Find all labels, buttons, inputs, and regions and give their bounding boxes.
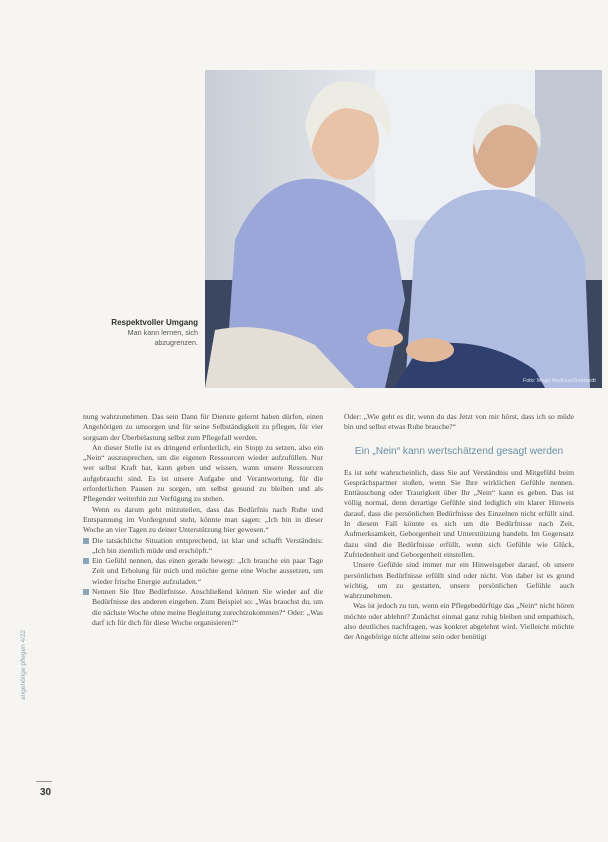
right-column bbox=[344, 412, 574, 643]
paragraph: Es ist sehr wahrscheinlich, dass Sie auf Verständnis und Mitgefühl beim Gesprächspartner stoßen, wenn Sie Ihre wirklichen Gefühle nennen. Enttäuschung oder Traurigkeit über Ihr „Nein“ kann es geben. Das ist völlig normal, denn derartige Gefühle sind lediglich ein klarer Hinweis darauf, dass die persönlichen Bedürfnisse des Einzelnen nicht erfüllt sind. In diesem Fall könnte es sich um die Bedürfnisse nach Zeit, Aufmerksamkeit, Geborgenheit und Unterstützung handeln. Im Gegensatz dazu sind die Bedürfnisse erfüllt, wenn sich Gefühle wie Glück, Zufriedenheit und Geborgenheit einstellen. bbox=[344, 467, 574, 559]
bullet-item: Nennen Sie Ihre Bedürfnisse. Anschließend können Sie wieder auf die Bedürfnisse des anderen eingehen. Zum Beispiel so: „Was brauchst du, um die nächste Woche ohne meine Begleitung zurechtzukommen?“ Oder: „Was darf ich für dich für diese Woche organisieren?“ bbox=[83, 587, 323, 628]
paragraph: Oder: „Wie geht es dir, wenn du das Jetzt von mir hörst, dass ich so müde bin und selbst etwas Ruhe brauche?“ bbox=[344, 412, 574, 432]
paragraph: Was ist jedoch zu tun, wenn ein Pflegebedürftige das „Nein“ nicht hören möchte oder ablehnt? Zunächst einmal ganz ruhig bleiben und empathisch, also deutliches nachfragen, was konkret abgelehnt wird. Vielleicht möchte der Angehörige nicht alleine sein oder benötigt bbox=[344, 601, 574, 642]
paragraph: Unsere Gefühle sind immer nur ein Hinweisgeber darauf, ob unsere persönlichen Bedürfnisse erfüllt sind oder nicht. Von daher ist es grund wichtig, um zu gestatten, unsere persönlichen Gefühle auch wahrzunehmen. bbox=[344, 560, 574, 601]
photo-caption bbox=[94, 318, 198, 348]
caption-title: Respektvoller Umgang bbox=[111, 318, 198, 327]
bullet-item: Ein Gefühl nennen, das einen gerade bewegt: „Ich brauche ein paar Tage Zeit und Erholung für mich und möchte gerne eine Woche aussetzen, um wieder frische Energie aufzuladen.“ bbox=[83, 556, 323, 587]
couple-photo-illustration bbox=[205, 70, 602, 388]
page-number: 30 bbox=[40, 787, 52, 798]
photo-credit: Foto: Mego Medicus/Gebhardt bbox=[523, 378, 596, 384]
paragraph: An dieser Stelle ist es dringend erforderlich, ein Stopp zu setzen, also ein „Nein“ auszusprechen, um die eigenen Ressourcen wieder aufzufüllen. Nur wer selbst Kraft hat, kann geben und wissen, wann unsere Ressourcen aufgebraucht sind. Es ist unsere Aufgabe und Verantwortung, für die erforderlichen Pausen zu sorgen, um selbst gesund zu bleiben und als Pflegender weiterhin zur Verfügung zu stehen. bbox=[83, 442, 323, 504]
article-photo bbox=[205, 70, 602, 388]
bullet-list bbox=[83, 536, 323, 629]
margin-publication-label: angehörige pflegen 4/22 bbox=[20, 629, 27, 700]
paragraph: Wenn es darum geht mitzuteilen, dass das Bedürfnis nach Ruhe und Entspannung im Vordergrund steht, könnte man sagen: „Ich bin in dieser Woche an vier Tagen zu deiner Unterstützung hier gewesen.“ bbox=[83, 504, 323, 535]
left-column bbox=[83, 412, 323, 628]
page-number-rule bbox=[36, 781, 52, 782]
paragraph: nung wahrzunehmen. Das sein Dann für Dienste gelernt haben dürfen, einen Angehörigen zu umsorgen und für seine Selbständigkeit zu pflegen, für vier sorgsam der Überbelastung selbst zum Pflegefall werden. bbox=[83, 412, 323, 442]
bullet-item: Die tatsächliche Situation entsprechend, ist klar und schafft Verständnis: „Ich bin ziemlich müde und erschöpft.“ bbox=[83, 536, 323, 557]
caption-text: Man kann lernen, sich abzugrenzen. bbox=[127, 328, 198, 347]
section-heading: Ein „Nein“ kann wertschätzend gesagt werden bbox=[354, 445, 564, 457]
